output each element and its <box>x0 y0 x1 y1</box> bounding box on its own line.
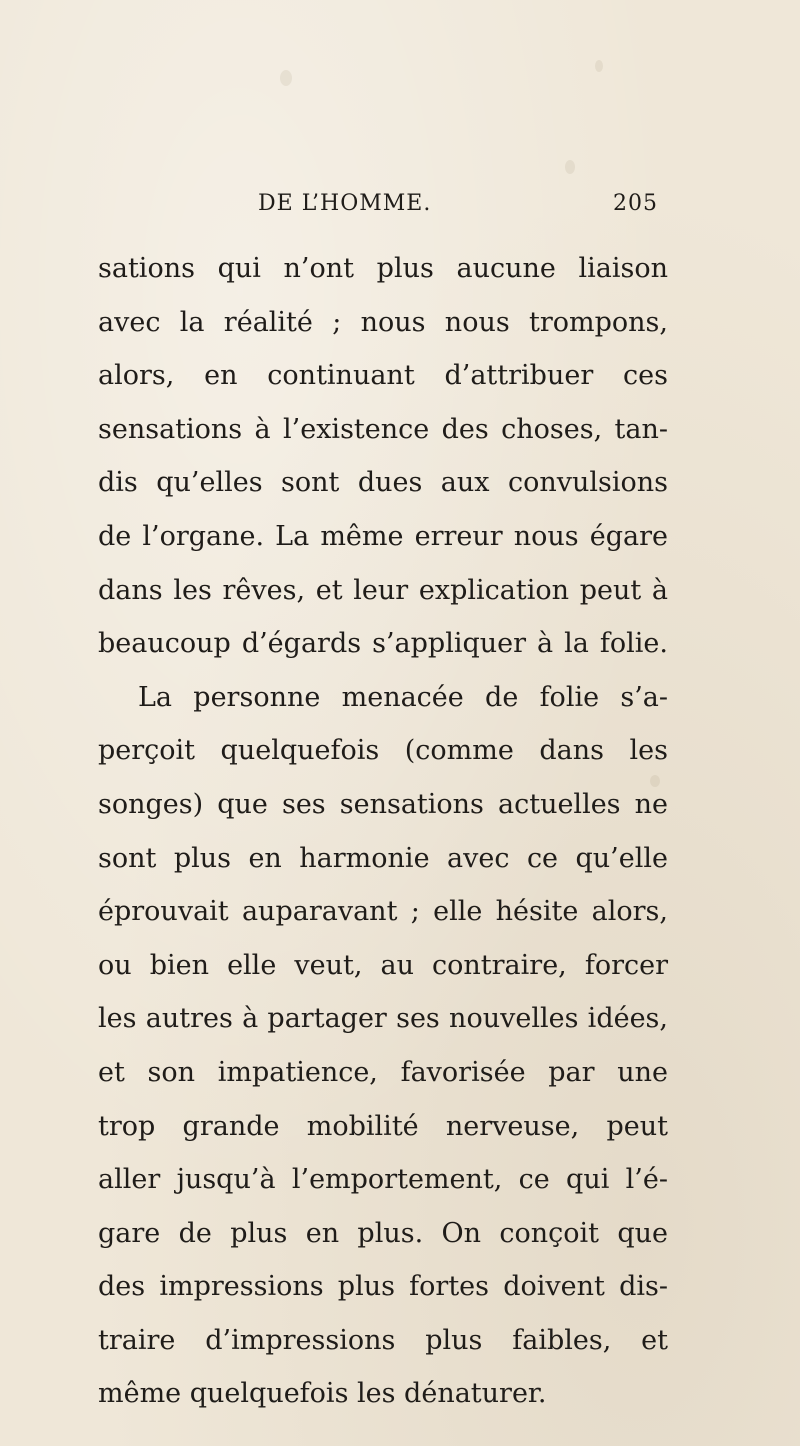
running-title: DE L’HOMME. <box>258 191 432 216</box>
text-line: beaucoup d’égards s’appliquer à la folie. <box>98 628 668 660</box>
text-line: aller jusqu’à l’emportement, ce qui l’é- <box>98 1164 668 1196</box>
paper-stain <box>565 160 575 174</box>
text-line: dis qu’elles sont dues aux convulsions <box>98 467 668 499</box>
text-line: trop grande mobilité nerveuse, peut <box>98 1110 668 1142</box>
text-line: traire d’impressions plus faibles, et <box>98 1324 668 1356</box>
text-line: sont plus en harmonie avec ce qu’elle <box>98 842 668 874</box>
text-line: dans les rêves, et leur explication peut à <box>98 574 668 606</box>
text-line: les autres à partager ses nouvelles idées, <box>98 1003 668 1035</box>
text-line: alors, en continuant d’attribuer ces <box>98 360 668 392</box>
text-line: avec la réalité ; nous nous trompons, <box>98 306 668 338</box>
text-line: sations qui n’ont plus aucune liaison <box>98 253 668 284</box>
text-line: et son impatience, favorisée par une <box>98 1056 668 1088</box>
text-line: La personne menacée de folie s’a- <box>138 681 668 713</box>
page-number: 205 <box>613 191 658 216</box>
paper-stain <box>595 60 603 72</box>
text-line: de l’organe. La même erreur nous égare <box>98 520 668 552</box>
text-line: sensations à l’existence des choses, tan- <box>98 413 668 445</box>
text-line: même quelquefois les dénaturer. <box>98 1378 547 1410</box>
text-line: songes) que ses sensations actuelles ne <box>98 788 668 820</box>
paper-stain <box>280 70 292 86</box>
text-line: gare de plus en plus. On conçoit que <box>98 1217 668 1249</box>
text-line: des impressions plus fortes doivent dis- <box>98 1271 668 1303</box>
running-head <box>258 191 658 219</box>
text-line: ou bien elle veut, au contraire, forcer <box>98 949 668 981</box>
text-line: perçoit quelquefois (comme dans les <box>98 735 668 767</box>
body-text <box>98 242 668 1421</box>
text-line: éprouvait auparavant ; elle hésite alors, <box>98 896 668 928</box>
